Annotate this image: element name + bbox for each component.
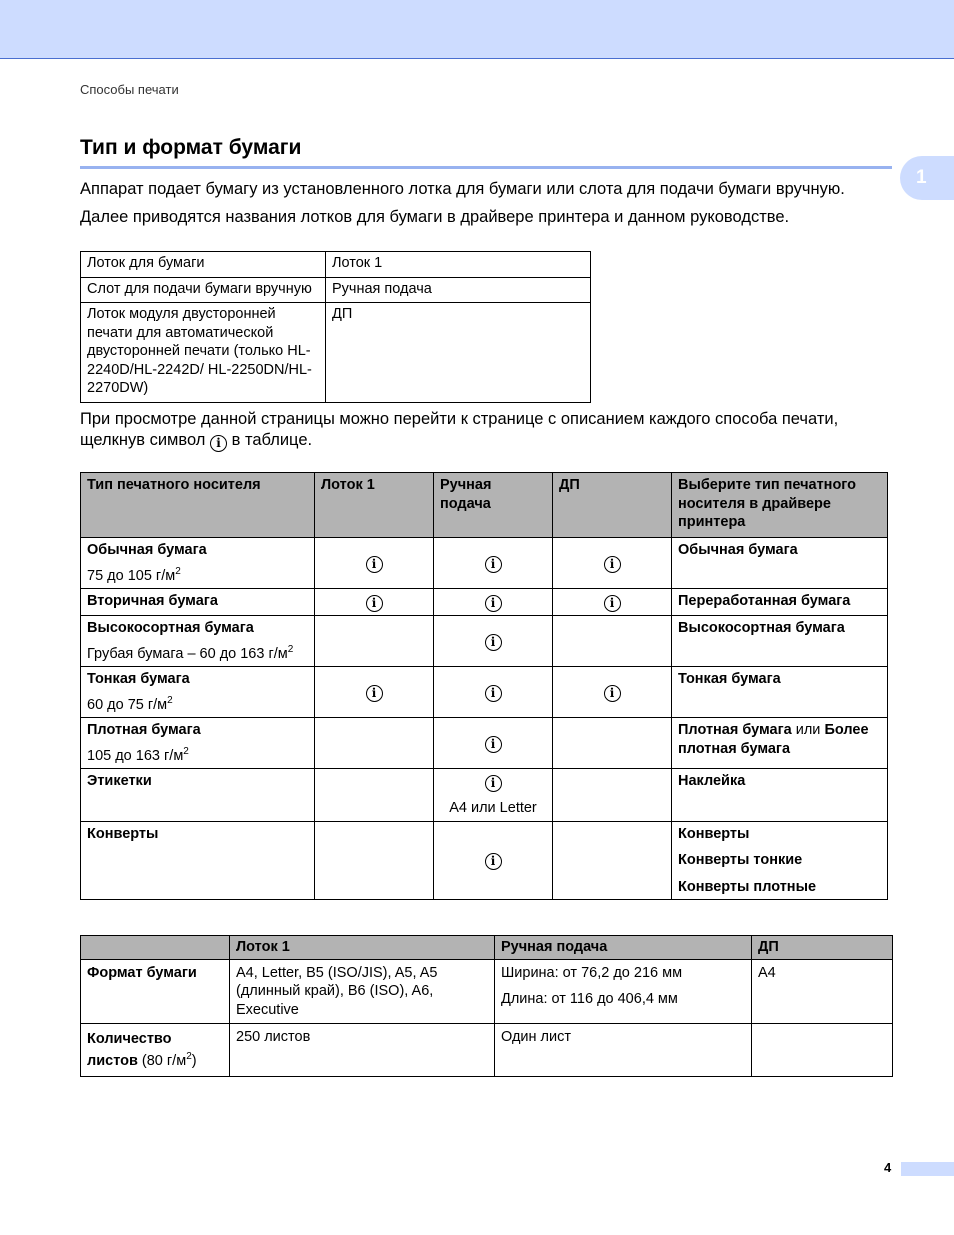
- support-cell-dx: [553, 616, 672, 667]
- driver-type: Более плотная бумага: [678, 722, 869, 757]
- tray-name: Ручная подача: [326, 277, 591, 303]
- info-icon[interactable]: i: [485, 595, 502, 612]
- weight-text: Грубая бумага – 60 до 163 г/м: [87, 645, 288, 662]
- intro-paragraph-1: Аппарат подает бумагу из установленного лотка для бумаги или слота для подачи бумаги вручную.: [80, 180, 845, 198]
- info-icon[interactable]: i: [485, 736, 502, 753]
- support-cell-mp: [434, 718, 553, 769]
- support-cell-t1: [315, 769, 434, 822]
- support-cell-mp: [434, 616, 553, 667]
- driver-type-cell: [672, 538, 888, 589]
- support-cell-dx: [553, 769, 672, 822]
- info-icon[interactable]: i: [210, 435, 227, 452]
- tray1-capacity: 250 листов: [230, 1024, 495, 1077]
- tray-term: Лоток модуля двусторонней печати для автоматической двусторонней печати (только HL-2240D/HL-2242D/ HL-2250DN/HL-2270DW): [81, 303, 326, 403]
- media-type: Тонкая бумага: [87, 671, 190, 687]
- support-cell-t1: [315, 616, 434, 667]
- row-label: Формат бумаги: [81, 959, 230, 1024]
- paper-format-table: [80, 935, 893, 1077]
- media-type: Плотная бумага: [87, 722, 201, 738]
- driver-type: Конверты: [678, 825, 750, 842]
- support-cell-mp: [434, 538, 553, 589]
- intro-paragraph-2: Далее приводятся названия лотков для бумаги в драйвере принтера и данном руководстве.: [80, 208, 790, 226]
- manual-sizes: [495, 959, 752, 1024]
- tray1-sizes: A4, Letter, B5 (ISO/JIS), A5, A5 (длинный край), B6 (ISO), A6, Executive: [230, 959, 495, 1024]
- info-icon[interactable]: i: [485, 775, 502, 792]
- manual-length: Длина: от 116 до 406,4 мм: [501, 991, 678, 1007]
- driver-type: Высокосортная бумага: [678, 620, 845, 636]
- driver-type: Тонкая бумага: [678, 671, 781, 687]
- superscript: 2: [175, 565, 181, 577]
- table-row: [81, 277, 591, 303]
- info-icon[interactable]: i: [485, 556, 502, 573]
- support-cell-t1: [315, 589, 434, 616]
- table-row: [81, 667, 888, 718]
- media-type-cell: [81, 769, 315, 822]
- note-paragraph: [80, 409, 885, 452]
- driver-type-cell: [672, 821, 888, 900]
- driver-type-cell: [672, 769, 888, 822]
- table-row: [81, 821, 888, 900]
- table-row: [81, 769, 888, 822]
- media-type-cell: [81, 667, 315, 718]
- table-row: [81, 538, 888, 589]
- support-cell-mp: [434, 589, 553, 616]
- tray-name: ДП: [326, 303, 591, 403]
- note-text-after: в таблице.: [231, 431, 313, 449]
- info-icon[interactable]: i: [604, 595, 621, 612]
- table-row: [81, 252, 591, 278]
- support-cell-dx: [553, 538, 672, 589]
- table-header-row: [81, 936, 893, 960]
- media-type-cell: [81, 718, 315, 769]
- support-cell-dx: [553, 667, 672, 718]
- row-label: [81, 1024, 230, 1077]
- driver-type-cell: [672, 667, 888, 718]
- row-label-close: ): [191, 1053, 197, 1069]
- weight-text: 60 до 75 г/м: [87, 696, 168, 713]
- media-type: Вторичная бумага: [87, 593, 218, 609]
- superscript: 2: [287, 643, 294, 655]
- media-weight: [87, 645, 308, 664]
- duplex-sizes: A4: [752, 959, 893, 1024]
- column-header: [81, 936, 230, 960]
- column-header: ДП: [553, 473, 672, 538]
- media-type-cell: [81, 589, 315, 616]
- driver-type: Плотная бумага: [678, 722, 792, 738]
- support-cell-mp: [434, 821, 553, 900]
- media-type: Этикетки: [87, 773, 152, 789]
- manual-width: Ширина: от 76,2 до 216 мм: [501, 964, 683, 981]
- weight-text: 105 до 163 г/м: [87, 747, 184, 764]
- page-title: Тип и формат бумаги: [80, 136, 302, 159]
- column-header: Тип печатного носителя: [81, 473, 315, 538]
- support-cell-t1: [315, 538, 434, 589]
- support-cell-dx: [553, 821, 672, 900]
- support-cell-t1: [315, 821, 434, 900]
- support-cell-dx: [553, 718, 672, 769]
- media-type: Высокосортная бумага: [87, 620, 254, 636]
- driver-type-cell: [672, 718, 888, 769]
- media-type: Обычная бумага: [87, 542, 207, 558]
- tray-term: Слот для подачи бумаги вручную: [81, 277, 326, 303]
- row-label-text: Количество листов: [87, 1031, 172, 1069]
- driver-type: Конверты плотные: [678, 878, 817, 895]
- footer-bar: [901, 1162, 954, 1176]
- info-icon[interactable]: i: [366, 595, 383, 612]
- table-row: [81, 303, 591, 403]
- media-type-table: [80, 472, 888, 900]
- support-cell-dx: [553, 589, 672, 616]
- media-rows: [81, 538, 888, 900]
- support-note: A4 или Letter: [449, 800, 537, 816]
- note-text-before: При просмотре данной страницы можно перейти к странице с описанием каждого способа печати, щелкнув символ: [80, 410, 839, 449]
- info-icon[interactable]: i: [604, 556, 621, 573]
- column-header: Ручная подача: [434, 473, 553, 538]
- media-weight: [87, 567, 308, 586]
- support-cell-t1: [315, 718, 434, 769]
- support-cell-t1: [315, 667, 434, 718]
- driver-type-cell: [672, 589, 888, 616]
- table-row: [81, 718, 888, 769]
- info-icon[interactable]: i: [604, 685, 621, 702]
- table-row: [81, 959, 893, 1024]
- support-cell-mp: [434, 667, 553, 718]
- info-icon[interactable]: i: [485, 853, 502, 870]
- breadcrumb: Способы печати: [80, 82, 179, 97]
- table-row: [81, 1024, 893, 1077]
- page-number: 4: [884, 1160, 892, 1175]
- driver-type: Конверты тонкие: [678, 852, 803, 868]
- media-type-cell: [81, 616, 315, 667]
- info-icon[interactable]: i: [485, 685, 502, 702]
- media-type-cell: [81, 538, 315, 589]
- support-cell-mp: [434, 769, 553, 822]
- media-type: Конверты: [87, 825, 159, 842]
- manual-capacity: Один лист: [495, 1024, 752, 1077]
- superscript: 2: [167, 694, 173, 706]
- driver-type: Наклейка: [678, 773, 746, 789]
- tray-name: Лоток 1: [326, 252, 591, 278]
- chapter-tab[interactable]: 1: [900, 156, 954, 200]
- row-label-extra: (80 г/м: [137, 1053, 187, 1069]
- info-icon[interactable]: i: [366, 556, 383, 573]
- superscript: 2: [186, 1051, 192, 1063]
- driver-type: Переработанная бумага: [678, 593, 851, 609]
- tray-names-table: [80, 251, 591, 403]
- driver-or: или: [795, 722, 821, 738]
- driver-type: Обычная бумага: [678, 542, 798, 558]
- table-row: [81, 616, 888, 667]
- column-header: Лоток 1: [230, 936, 495, 960]
- table-row: [81, 589, 888, 616]
- table-header-row: [81, 473, 888, 538]
- header-bar: [0, 0, 954, 59]
- driver-type-cell: [672, 616, 888, 667]
- media-weight: [87, 696, 308, 715]
- column-header: Лоток 1: [315, 473, 434, 538]
- duplex-capacity: [752, 1024, 893, 1077]
- column-header: ДП: [752, 936, 893, 960]
- tray-term: Лоток для бумаги: [81, 252, 326, 278]
- superscript: 2: [183, 745, 189, 757]
- media-type-cell: [81, 821, 315, 900]
- info-icon[interactable]: i: [366, 685, 383, 702]
- title-underline: [80, 166, 892, 169]
- weight-text: 75 до 105 г/м: [87, 567, 176, 584]
- media-weight: [87, 747, 308, 766]
- column-header: Выберите тип печатного носителя в драйвере принтера: [672, 473, 888, 538]
- column-header: Ручная подача: [495, 936, 752, 960]
- info-icon[interactable]: i: [485, 634, 502, 651]
